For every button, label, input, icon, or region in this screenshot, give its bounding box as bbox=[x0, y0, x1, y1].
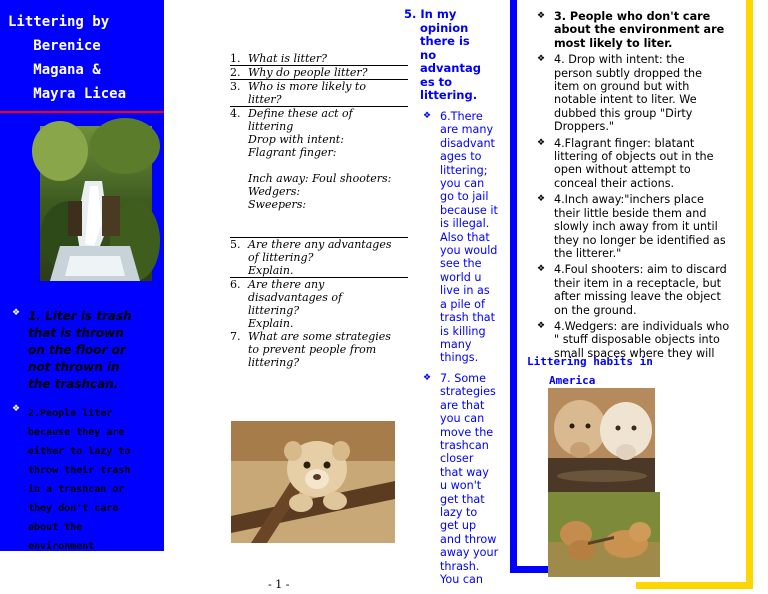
bullet-line: you can bbox=[440, 412, 485, 426]
definition-line: littering of objects out in the bbox=[554, 150, 714, 164]
definition-line: open without attempt to bbox=[554, 163, 691, 177]
bullet-line: is killing bbox=[440, 324, 486, 338]
text-line: either to lazy to bbox=[28, 446, 131, 457]
waterfall-photo bbox=[40, 126, 152, 281]
question-line: littering bbox=[248, 120, 294, 133]
text-line: because they are bbox=[28, 427, 125, 438]
strategies-bullet bbox=[423, 372, 510, 587]
bullet-line: away your bbox=[440, 546, 499, 560]
bullet-line: see the bbox=[440, 257, 482, 271]
definition-line: conceal their actions. bbox=[554, 176, 675, 190]
opinion-heading bbox=[404, 8, 508, 103]
question-line: Flagrant finger: bbox=[248, 146, 337, 159]
text-line: the trashcan. bbox=[28, 377, 119, 391]
bullet-line: that way bbox=[440, 465, 489, 479]
question-item bbox=[230, 330, 408, 369]
question-number: 5. bbox=[230, 238, 241, 251]
definition-line: about the environment are bbox=[554, 23, 725, 37]
definition-line: 4. Drop with intent: the bbox=[554, 53, 685, 67]
question-line: Define these act of bbox=[248, 107, 353, 120]
question-line: Sweepers: bbox=[248, 198, 307, 211]
bullet-line: because it bbox=[440, 203, 498, 217]
bullet-line: get up bbox=[440, 519, 477, 533]
bullet-line: 7. Some bbox=[440, 372, 486, 385]
question-line: Explain. bbox=[248, 317, 294, 330]
definition-line: small spaces where they will bbox=[554, 346, 715, 360]
definition-line: on the ground. bbox=[554, 303, 637, 317]
title-line: Littering by bbox=[8, 14, 110, 30]
title-panel bbox=[0, 0, 164, 551]
text-line: that is thrown bbox=[28, 326, 124, 340]
habits-heading bbox=[527, 352, 657, 390]
bullet-line: disadvant bbox=[440, 136, 495, 150]
question-item bbox=[230, 106, 408, 237]
text-line: on the floor or bbox=[28, 343, 126, 357]
bullet-line: Also that bbox=[440, 230, 490, 244]
definitions-list bbox=[534, 10, 744, 360]
heading-line: littering. bbox=[404, 88, 478, 102]
definition-item bbox=[534, 193, 744, 260]
question-line: litter? bbox=[248, 93, 282, 106]
definition-line: 4.Wedgers: are individuals who bbox=[554, 319, 730, 333]
bullet-line: move the bbox=[440, 425, 494, 439]
question-item bbox=[230, 65, 408, 79]
bullet-line: go to jail bbox=[440, 190, 489, 204]
bullet-line: strategies bbox=[440, 385, 496, 399]
bullet-line: u won't bbox=[440, 479, 482, 493]
reason-bullet bbox=[12, 404, 162, 556]
question-line: disadvantages of bbox=[248, 291, 343, 304]
bullet-line: trashcan bbox=[440, 439, 489, 453]
habits-line: Littering habits in bbox=[527, 355, 653, 368]
bullet-line: You can bbox=[440, 573, 483, 587]
title-line bbox=[8, 58, 158, 82]
diamond-bullet-icon: ❖ bbox=[423, 373, 432, 383]
page-number: - 1 - bbox=[268, 578, 290, 591]
question-line: Are there any bbox=[248, 278, 325, 291]
heading-line: no bbox=[404, 47, 437, 62]
definition-line: " stuff disposable objects into bbox=[554, 333, 720, 347]
definition-line: 4.Flagrant finger: blatant bbox=[554, 136, 695, 150]
bullet-line: world u bbox=[440, 270, 482, 284]
heading-line: 5. In my bbox=[404, 7, 457, 21]
question-line: of littering? bbox=[248, 251, 314, 264]
definition-line: their little beside them and bbox=[554, 206, 707, 220]
diamond-bullet-icon: ❖ bbox=[537, 264, 546, 275]
text-line: not thrown in bbox=[28, 360, 120, 374]
definition-line: person subtly dropped the bbox=[554, 66, 702, 80]
heading-line: opinion bbox=[404, 20, 469, 35]
question-line bbox=[248, 211, 408, 224]
definition-line: after missing leave the object bbox=[554, 290, 721, 304]
diamond-bullet-icon: ❖ bbox=[537, 11, 546, 21]
bullet-line: many bbox=[440, 337, 472, 351]
bullet-line: things. bbox=[440, 351, 479, 365]
bullet-line: ages to bbox=[440, 150, 482, 164]
definition-text bbox=[28, 308, 162, 393]
question-line: What is litter? bbox=[248, 52, 328, 65]
question-line: littering? bbox=[248, 356, 300, 369]
text-line: environment bbox=[28, 541, 95, 552]
text-line: 2.People liter bbox=[28, 408, 113, 419]
bullet-line: you would bbox=[440, 244, 498, 258]
bullet-line: are many bbox=[440, 123, 494, 137]
definition-line: 4.Foul shooters: aim to discard bbox=[554, 263, 727, 277]
definition-bullet bbox=[12, 308, 162, 393]
brochure-title bbox=[8, 10, 158, 106]
question-item bbox=[230, 79, 408, 106]
heading-line: advantag bbox=[404, 61, 481, 75]
question-line: What are some strategies bbox=[248, 330, 391, 343]
habits-line: America bbox=[549, 374, 596, 387]
question-number: 7. bbox=[230, 330, 241, 343]
bullet-line: is illegal. bbox=[440, 217, 490, 231]
diamond-bullet-icon: ❖ bbox=[423, 111, 432, 121]
text-line: throw their trash bbox=[28, 465, 131, 476]
lion-cub-photo bbox=[231, 421, 395, 543]
question-number: 3. bbox=[230, 80, 241, 93]
definition-item bbox=[534, 263, 744, 317]
text-line: they don't care bbox=[28, 503, 119, 514]
question-line: Why do people litter? bbox=[248, 66, 368, 79]
bullet-line: 6.There bbox=[440, 110, 483, 123]
question-line: Drop with intent: bbox=[248, 133, 344, 146]
definition-line: 4.Inch away:"inchers place bbox=[554, 193, 704, 207]
definition-line: Droppers." bbox=[554, 120, 615, 134]
bullet-line: get that bbox=[440, 492, 485, 506]
definition-item bbox=[534, 10, 744, 50]
definition-line: 3. People who don't care bbox=[554, 10, 711, 23]
bullet-line: lazy to bbox=[440, 506, 478, 520]
diamond-bullet-icon: ❖ bbox=[12, 308, 21, 318]
red-divider bbox=[0, 111, 164, 113]
question-line: Inch away: Foul shooters: bbox=[248, 172, 392, 185]
text-line: about the bbox=[28, 522, 83, 533]
question-line: Explain. bbox=[248, 264, 294, 277]
title-text: Berenice bbox=[24, 38, 101, 54]
definition-line: most likely to liter. bbox=[554, 36, 673, 50]
yellow-frame-bottom bbox=[636, 582, 753, 589]
title-text: Mayra Licea bbox=[24, 86, 127, 102]
question-line: Wedgers: bbox=[248, 185, 301, 198]
definition-item bbox=[534, 53, 744, 133]
reason-text bbox=[28, 404, 162, 556]
definition-line: their item in a receptacle, but bbox=[554, 276, 722, 290]
disadvantages-bullet bbox=[423, 110, 510, 365]
question-item bbox=[230, 237, 408, 277]
question-number: 1. bbox=[230, 52, 241, 65]
diamond-bullet-icon: ❖ bbox=[537, 137, 546, 148]
lions-drinking-photo bbox=[548, 388, 655, 492]
definition-line: they no longer be identified as bbox=[554, 233, 726, 247]
diamond-bullet-icon: ❖ bbox=[537, 54, 546, 65]
bullet-line: trash that bbox=[440, 311, 496, 325]
definition-line: the litterer." bbox=[554, 246, 622, 260]
blue-frame-left bbox=[510, 0, 517, 566]
diamond-bullet-icon: ❖ bbox=[537, 194, 546, 205]
bullet-line: live in as bbox=[440, 284, 490, 298]
question-line: littering? bbox=[248, 304, 300, 317]
bullet-line: thrash. bbox=[440, 559, 480, 573]
question-line bbox=[248, 224, 408, 237]
text-line: in a trashcan or bbox=[28, 484, 125, 495]
bullet-line: and throw bbox=[440, 532, 497, 546]
question-number: 2. bbox=[230, 66, 241, 79]
title-text: Magana & bbox=[24, 62, 101, 78]
question-line bbox=[248, 159, 408, 172]
question-line: Who is more likely to bbox=[248, 80, 366, 93]
diamond-bullet-icon: ❖ bbox=[12, 404, 21, 414]
question-item bbox=[230, 277, 408, 330]
definition-item bbox=[534, 137, 744, 191]
bullet-line: littering; bbox=[440, 163, 488, 177]
question-line: Are there any advantages bbox=[248, 238, 392, 251]
question-list bbox=[230, 52, 408, 369]
definition-line: dubbed this group "Dirty bbox=[554, 106, 693, 120]
definition-line: item on ground but with bbox=[554, 80, 690, 94]
question-item bbox=[230, 52, 408, 65]
question-line: to prevent people from bbox=[248, 343, 377, 356]
question-number: 6. bbox=[230, 278, 241, 291]
yellow-frame-right bbox=[746, 0, 753, 589]
bullet-line: closer bbox=[440, 452, 474, 466]
definition-line: notable intent to liter. We bbox=[554, 93, 697, 107]
bullet-line: are that bbox=[440, 398, 485, 412]
heading-line: there is bbox=[404, 34, 470, 48]
lion-cubs-photo bbox=[548, 492, 660, 577]
diamond-bullet-icon: ❖ bbox=[537, 320, 546, 331]
bullet-line: you can bbox=[440, 177, 485, 191]
definition-line: slowly inch away from it until bbox=[554, 220, 718, 234]
heading-line: es to bbox=[404, 74, 453, 89]
question-number: 4. bbox=[230, 107, 241, 120]
text-line: 1. Liter is trash bbox=[28, 309, 132, 323]
bullet-line: a pile of bbox=[440, 297, 485, 311]
title-line bbox=[8, 82, 158, 106]
title-line bbox=[8, 34, 158, 58]
